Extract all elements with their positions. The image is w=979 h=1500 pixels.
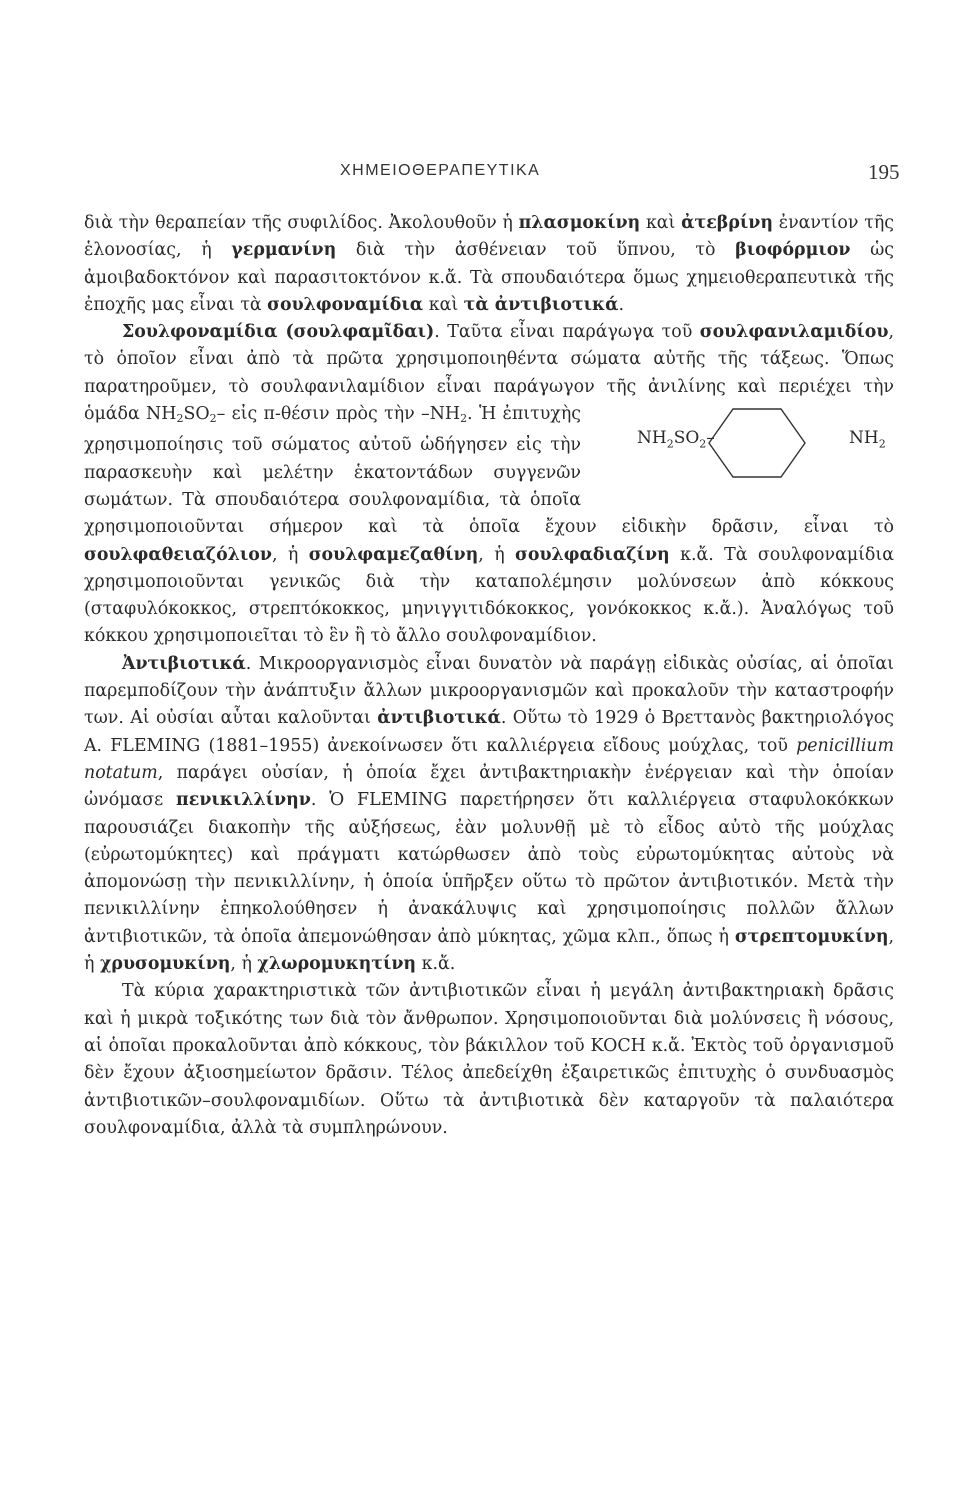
text-run: κ.ἄ. Τὰ σουλφοναμίδια χρησιμοποιοῦνται γενικῶς διὰ τὴν καταπολέμησιν μολύνσεων ἀπὸ κόκκους (σταφυλόκοκκος, στρεπτόκοκκος, μηνιγγιτιδόκοκκος, γονόκοκκος κ.ἄ.). Ἀναλόγως τοῦ κόκκου χρησιμοποιεῖται τὸ ἓν ἢ τὸ ἄλλο σουλφοναμίδιον. [84,544,894,647]
text-run: . [618,294,625,315]
term-chloromycetin: χλωρομυκητίνη [257,954,417,975]
text-run: κ.ἄ. [416,954,456,975]
running-title: ΧΗΜΕΙΟΘΕΡΑΠΕΥΤΙΚΑ [340,162,541,179]
term-penicillium-notatum: penicillium notatum [84,735,894,783]
formula-subscript: 2 [699,437,707,451]
term-antibiotics: τὰ ἀντιβιοτικά [463,294,619,315]
text-run: ὡς ἀμοιβαδοκτόνον καὶ παρασιτοκτόνον κ.ἄ. Τὰ σπουδαιότερα ὅμως χημειοθεραπευτικὰ τῆς ἐποχῆς μας εἶναι τὰ [84,240,894,315]
paragraph-3 [84,651,894,979]
term-bioformium: βιοφόρμιον [735,240,851,261]
text-run: 2 [460,412,468,426]
term-sulfamethazine: σουλφαμεζαθίνη [308,544,479,565]
text-run: , τὸ ὁποῖον εἶναι ἀπὸ τὰ πρῶτα χρησιμοποιηθέντα σώματα αὐτῆς τῆς τάξεως. Ὅπως παρατηροῦμεν, τὸ σουλφανιλαμίδιον εἶναι παράγωγον τῆς ἀνιλίνης καὶ περιέχει τὴν ὁμάδα NH [84,322,894,425]
text-run: διὰ τὴν ἀσθένειαν τοῦ ὕπνου, τὸ [336,240,736,261]
formula-subscript: 2 [666,437,674,451]
formula-text: NH [849,428,879,449]
term-sulfathiazole: σουλφαθειαζόλιον [84,544,272,565]
term-plasmoquine: πλασμοκίνη [518,213,641,233]
term-germanin: γερμανίνη [231,240,337,261]
text-run: καὶ [640,213,682,233]
paragraph-4 [84,978,894,1142]
page-header [0,160,979,190]
text-run: ἐναντίον τῆς ἑλονοσίας, ἡ [84,213,894,261]
term-sulfadiazine: σουλφαδιαζίνη [515,544,670,565]
section-heading-sulfonamides: Σουλφοναμίδια (σουλφαμῖδαι) [122,322,435,343]
text-run: . Ὁ FLEMING παρετήρησεν ὅτι καλλιέργεια σταφυλοκόκκων παρουσιάζει διακοπὴν τῆς αὐξήσεως, ἐὰν μολυνθῇ μὲ τὸ εἶδος αὐτὸ τῆς μούχλας (εὐρωτομύκητες) καὶ πράγματι κατώρθωσεν ἀπὸ τοὺς εὐρωτομύκητας αὐτοὺς νὰ ἀπομονώσῃ τὴν πενικιλλίνην, ἡ ὁποία ὑπῆρξεν οὕτω τὸ πρῶτον ἀντιβιοτικόν. Μετὰ τὴν πενικιλλίνην ἐπηκολούθησεν ἡ ἀνακάλυψις καὶ χρησιμοποίησις πολλῶν ἄλλων ἀντιβιοτικῶν, τὰ ὁποῖα ἀπεμονώθησαν ἀπὸ μύκητας, χῶμα κλπ., ὅπως ἡ [84,790,894,947]
paragraph-2 [84,319,894,651]
text-run: 2 [176,412,184,426]
text-run: , ἡ [478,544,516,565]
formula-left-group [599,425,715,452]
text-run: , ἡ [271,544,309,565]
formula-right-group [811,425,886,452]
formula-text: SO [673,428,700,449]
term-streptomycin: στρεπτομυκίνη [734,926,889,947]
term-antibiotics: ἀντιβιοτικά [377,708,501,729]
term-penicillin: πενικιλλίνην [176,790,311,811]
text-run: διὰ τὴν θεραπείαν τῆς συφιλίδος. Ἀκολουθοῦν ἡ [84,213,519,233]
text-run: 2 [209,412,217,426]
term-sulfonamides: σουλφοναμίδια [267,294,424,315]
benzene-ring-icon [707,405,807,481]
text-run: , παράγει οὐσίαν, ἡ ὁποία ἔχει ἀντιβακτηριακὴν ἐνέργειαν καὶ τὴν ὁποίαν ὠνόμασε [84,762,894,811]
section-heading-antibiotics: Ἀντιβιοτικά [122,653,246,674]
text-run: – εἰς π-θέσιν πρὸς τὴν –NH [216,404,461,425]
term-atebrin: ἀτεβρίνη [681,213,774,233]
formula-text: NH [637,428,667,449]
body-text [84,210,894,1142]
formula-text: – [706,428,715,449]
page-number: 195 [868,160,900,184]
term-sulfanilamide: σουλφανιλαμιδίου [699,322,889,343]
text-run: . Ταῦτα εἶναι παράγωγα τοῦ [434,322,700,343]
text-run: , ἡ [230,954,258,975]
paragraph-1 [84,210,894,319]
formula-subscript: 2 [878,437,886,451]
text-run: . Ἡ ἐπιτυχὴς χρησιμοποίησις τοῦ σώματος αὐτοῦ ὡδήγησεν εἰς τὴν παρασκευὴν καὶ μελέτην ἑκατοντάδων συγγενῶν σωμάτων. Τὰ σπουδαιότερα σουλφοναμίδια, τὰ ὁποῖα χρησιμοποιοῦνται σήμερον καὶ τὰ ὁποῖα ἔχουν εἰδικὴν δρᾶσιν, εἶναι τὸ [84,404,894,538]
text-run: SO [183,404,210,425]
term-aureomycin: χρυσομυκίνη [99,954,231,975]
text-run: , ἡ [84,926,894,975]
text-run: . Οὕτω τὸ 1929 ὁ Βρεττανὸς βακτηριολόγος A. FLEMING (1881–1955) ἀνεκοίνωσεν ὅτι καλλιέργεια εἴδους μούχλας, τοῦ [84,708,894,756]
text-run: καὶ [423,294,464,315]
text-run: . Μικροοργανισμὸς εἶναι δυνατὸν νὰ παράγῃ εἰδικὰς οὐσίας, αἱ ὁποῖαι παρεμποδίζουν τὴν ἀνάπτυξιν ἄλλων μικροοργανισμῶν καὶ προκαλοῦν τὴν καταστροφήν των. Αἱ οὐσίαι αὗται καλοῦνται [84,653,894,729]
text-run: Τὰ κύρια χαρακτηριστικὰ τῶν ἀντιβιοτικῶν εἶναι ἡ μεγάλη ἀντιβακτηριακὴ δρᾶσις καὶ ἡ μικρὰ τοξικότης των διὰ τὸν ἄνθρωπον. Χρησιμοποιοῦνται διὰ μολύνσεις ἢ νόσους, αἱ ὁποῖαι προκαλοῦνται ἀπὸ κόκκους, τὸν βάκιλλον τοῦ KOCH κ.ἄ. Ἐκτὸς τοῦ ὀργανισμοῦ δὲν ἔχουν ἀξιοσημείωτον δρᾶσιν. Τέλος ἀπεδείχθη ἐξαιρετικῶς ἐπιτυχὴς ὁ συνδυασμὸς ἀντιβιοτικῶν–σουλφοναμιδίων. Οὕτω τὰ ἀντιβιοτικὰ δὲν καταργοῦν τὰ παλαιότερα σουλφοναμίδια, ἀλλὰ τὰ συμπληρώνουν. [84,981,894,1138]
sulfanilamide-formula [589,401,894,501]
